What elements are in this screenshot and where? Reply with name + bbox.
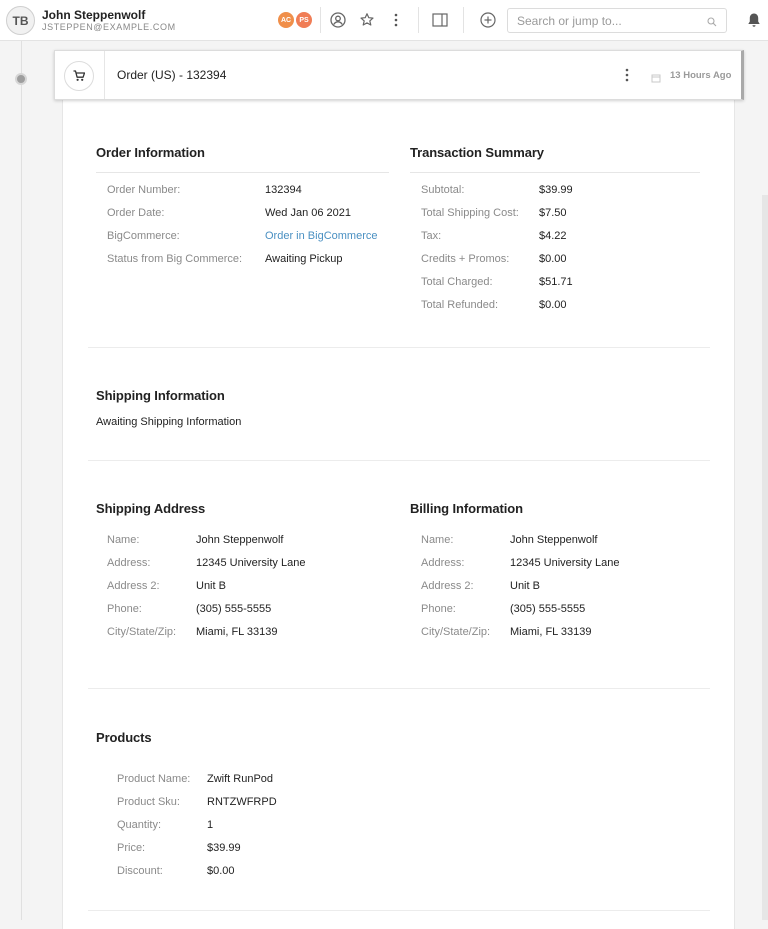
star-icon[interactable] [357, 10, 377, 30]
scrollbar-thumb[interactable] [762, 195, 768, 920]
order-date-value: Wed Jan 06 2021 [265, 207, 352, 219]
bill-phone-label: Phone: [421, 603, 456, 615]
transaction-summary-heading: Transaction Summary [410, 145, 544, 160]
kebab-menu-icon[interactable] [621, 66, 633, 84]
collaborator-avatar-ac[interactable]: AC [278, 12, 294, 28]
shipping-address-heading: Shipping Address [96, 501, 206, 516]
search-input[interactable] [517, 14, 697, 28]
ship-name-value: John Steppenwolf [196, 534, 284, 546]
tax-value: $4.22 [539, 230, 567, 242]
total-refunded-value: $0.00 [539, 299, 567, 311]
subtotal-label: Subtotal: [421, 184, 465, 196]
ship-address2-value: Unit B [196, 580, 226, 592]
bill-phone-value: (305) 555-5555 [510, 603, 586, 615]
timeline-rail [21, 41, 22, 920]
bill-name-value: John Steppenwolf [510, 534, 598, 546]
ship-phone-value: (305) 555-5555 [196, 603, 272, 615]
bill-city-label: City/State/Zip: [421, 626, 491, 638]
discount-label: Discount: [117, 865, 163, 877]
kebab-menu-icon[interactable] [386, 10, 406, 30]
order-header-card[interactable] [54, 50, 744, 100]
timestamp: 13 Hours Ago [670, 70, 732, 81]
sidebar-panel-icon[interactable] [430, 10, 450, 30]
order-date-label: Order Date: [107, 207, 165, 219]
user-name: John Steppenwolf [42, 8, 146, 22]
calendar-icon [651, 70, 661, 88]
total-charged-value: $51.71 [539, 276, 573, 288]
divider [410, 172, 700, 173]
quantity-label: Quantity: [117, 819, 162, 831]
shipping-info-heading: Shipping Information [96, 388, 225, 403]
search-icon [707, 14, 717, 32]
quantity-value: 1 [207, 819, 214, 831]
divider [418, 7, 419, 33]
product-sku-label: Product Sku: [117, 796, 180, 808]
section-divider [88, 347, 710, 348]
ship-name-label: Name: [107, 534, 140, 546]
products-heading: Products [96, 730, 152, 745]
bigcommerce-label: BigCommerce: [107, 230, 180, 242]
bill-address2-value: Unit B [510, 580, 540, 592]
ship-address-value: 12345 University Lane [196, 557, 306, 569]
bill-city-value: Miami, FL 33139 [510, 626, 592, 638]
ship-address-label: Address: [107, 557, 151, 569]
status-label: Status from Big Commerce: [107, 253, 243, 265]
price-label: Price: [117, 842, 146, 854]
total-refunded-label: Total Refunded: [421, 299, 499, 311]
product-sku-value: RNTZWFRPD [207, 796, 277, 808]
bill-address-label: Address: [421, 557, 465, 569]
top-bar [0, 0, 768, 41]
ship-city-value: Miami, FL 33139 [196, 626, 278, 638]
ship-phone-label: Phone: [107, 603, 142, 615]
shipping-cost-value: $7.50 [539, 207, 567, 219]
discount-value: $0.00 [207, 865, 235, 877]
user-email: JSTEPPEN@EXAMPLE.COM [42, 22, 176, 32]
ship-address2-label: Address 2: [107, 580, 160, 592]
order-title: Order (US) - 132394 [117, 68, 227, 82]
order-number-value: 132394 [265, 184, 302, 196]
user-circle-icon[interactable] [328, 10, 348, 30]
ship-city-label: City/State/Zip: [107, 626, 177, 638]
shipping-info-text: Awaiting Shipping Information [96, 416, 242, 428]
timeline-dot[interactable] [15, 73, 27, 85]
bigcommerce-link[interactable]: Order in BigCommerce [265, 230, 378, 242]
user-avatar[interactable]: TB [6, 6, 35, 35]
section-divider [88, 910, 710, 911]
credits-value: $0.00 [539, 253, 567, 265]
divider [96, 172, 389, 173]
bell-icon[interactable] [744, 10, 764, 30]
divider [104, 51, 105, 99]
total-charged-label: Total Charged: [421, 276, 493, 288]
bill-name-label: Name: [421, 534, 454, 546]
section-divider [88, 460, 710, 461]
shipping-cost-label: Total Shipping Cost: [421, 207, 519, 219]
product-name-label: Product Name: [117, 773, 191, 785]
cart-icon [64, 61, 94, 91]
billing-info-heading: Billing Information [410, 501, 523, 516]
plus-circle-icon[interactable] [478, 10, 498, 30]
bill-address2-label: Address 2: [421, 580, 474, 592]
order-info-heading: Order Information [96, 145, 205, 160]
product-name-value: Zwift RunPod [207, 773, 274, 785]
price-value: $39.99 [207, 842, 241, 854]
order-number-label: Order Number: [107, 184, 181, 196]
bill-address-value: 12345 University Lane [510, 557, 620, 569]
divider [320, 7, 321, 33]
tax-label: Tax: [421, 230, 442, 242]
status-value: Awaiting Pickup [265, 253, 343, 265]
credits-label: Credits + Promos: [421, 253, 510, 265]
divider [463, 7, 464, 33]
subtotal-value: $39.99 [539, 184, 573, 196]
section-divider [88, 688, 710, 689]
search-box[interactable] [507, 8, 727, 33]
collaborator-avatar-ps[interactable]: PS [296, 12, 312, 28]
